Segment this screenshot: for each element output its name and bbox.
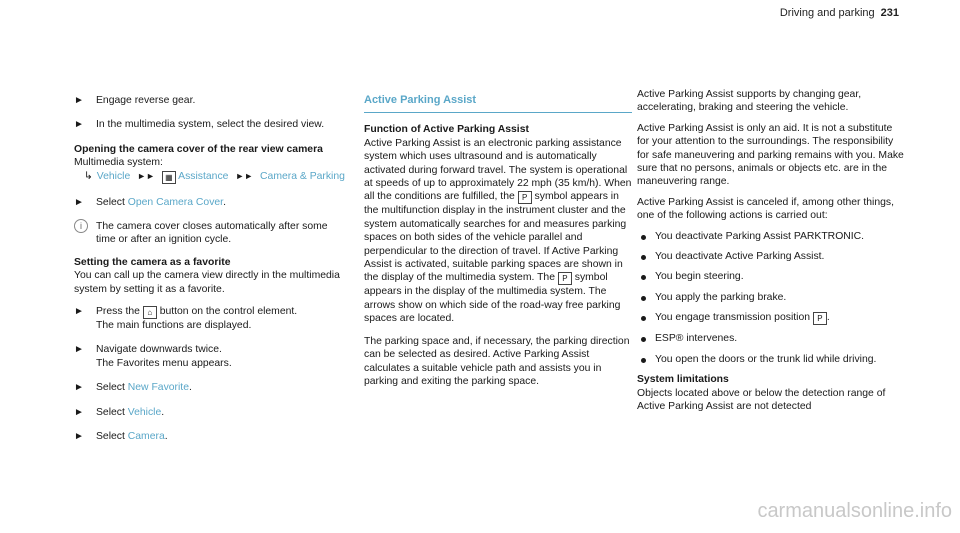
step: ► Engage reverse gear. <box>74 95 196 106</box>
list-item: ESP® intervenes. <box>637 332 905 345</box>
heading-limitations: System limitations <box>637 374 729 386</box>
home-icon: ⌂ <box>143 306 157 319</box>
bullet-icon <box>641 255 646 260</box>
watermark: carmanualsonline.info <box>757 500 952 522</box>
heading-camera-cover: Opening the camera cover of the rear view camera <box>74 143 323 155</box>
open-camera-cover-link[interactable]: Open Camera Cover <box>127 196 224 208</box>
bullet-icon <box>641 296 646 301</box>
park-position-icon: P <box>813 312 827 325</box>
page-header <box>780 7 899 19</box>
list-item: You apply the parking brake. <box>637 291 905 304</box>
vehicle-link[interactable]: Vehicle <box>127 406 162 418</box>
step: ► Press the ⌂ button on the control element. The main functions are displayed. <box>74 306 298 332</box>
step: ► In the multimedia system, select the desired view. <box>74 119 325 131</box>
column-2 <box>364 88 632 397</box>
info-note: i The camera cover closes automatically after some time or after an ignition cycle. <box>74 220 346 247</box>
list-item: You open the doors or the trunk lid while driving. <box>637 353 905 366</box>
path-camera-link[interactable]: Camera & Parking <box>260 170 345 182</box>
step-arrow-icon: ► <box>74 431 84 443</box>
path-assistance-link[interactable]: Assistance <box>178 170 229 182</box>
column-3 <box>637 88 905 422</box>
step: ► Navigate downwards twice. The Favorites menu appears. <box>74 344 232 369</box>
step-arrow-icon: ► <box>74 95 84 106</box>
step-arrow-icon: ► <box>74 406 84 418</box>
bullet-icon <box>641 275 646 280</box>
assistance-car-icon: ▦ <box>162 171 176 184</box>
step-arrow-icon: ► <box>74 344 84 356</box>
step-arrow-icon: ► <box>74 119 84 131</box>
heading-favorite: Setting the camera as a favorite <box>74 256 231 268</box>
step-arrow-icon: ► <box>74 306 84 318</box>
column-1 <box>74 94 346 455</box>
paragraph: You can call up the camera view directly in the multimedia system by setting it as a favorite. <box>74 270 340 295</box>
parking-space-icon: P <box>558 272 572 285</box>
step-arrow-icon: ► <box>74 382 84 394</box>
list-item: You deactivate Active Parking Assist. <box>637 250 905 263</box>
path-hook-icon: ↳ <box>84 170 93 182</box>
paragraph: Active Parking Assist is an electronic parking assistance system which uses ultrasound and is automatically activated during forward travel. The system is operational at speeds of up to approximately 22 mph (35 km/h). When all the conditions are fulfilled, the P symbol appears in the multifunction display in the instrument cluster and the system automatically searches for and measures parking spaces on both sides of the vehicle parallel and perpendicular to the direction of travel. If Active Parking Assist is activated, suitable parking spaces are shown in the display of the multimedia system. The P symbol appears in the display of the multimedia system. The arrows show on which side of the road-way free parking spaces are located. <box>364 137 632 325</box>
path-separator-icon: ►► <box>235 170 254 181</box>
info-icon: i <box>74 219 88 233</box>
section-name: Driving and parking <box>779 7 875 19</box>
new-favorite-link[interactable]: New Favorite <box>127 382 189 394</box>
paragraph: Active Parking Assist is canceled if, among other things, one of the following actions is carried out: <box>637 196 895 222</box>
paragraph: Objects located above or below the detection range of Active Parking Assist are not detected <box>637 387 886 412</box>
section-title: Active Parking Assist <box>364 94 632 113</box>
multimedia-label: Multimedia system: <box>74 157 163 169</box>
step: ► Select Open Camera Cover. <box>74 196 226 208</box>
bullet-icon <box>641 235 646 240</box>
bullet-icon <box>641 358 646 363</box>
path-separator-icon: ►► <box>137 170 155 181</box>
menu-path <box>74 170 346 184</box>
step: ► Select New Favorite. <box>74 382 192 394</box>
path-vehicle-link[interactable]: Vehicle <box>96 170 131 182</box>
step: ► Select Vehicle. <box>74 406 165 418</box>
list-item: You begin steering. <box>637 270 905 283</box>
list-item: You engage transmission position P . <box>637 311 905 325</box>
paragraph: The parking space and, if necessary, the parking direction can be selected as desired. Active Parking Assist calculates a suitable vehicle path and assists you in parking and exiting the parking space. <box>364 335 630 387</box>
cancel-conditions-list <box>637 230 905 366</box>
paragraph: Active Parking Assist is only an aid. It is not a substitute for your attention to the surroundings. The responsibility for safe maneuvering and parking remains with you. Make sure that no persons, animals or objects etc. are in the maneuvering range. <box>637 122 904 188</box>
step: ► Select Camera. <box>74 431 168 443</box>
page-number: 231 <box>880 7 899 19</box>
bullet-icon <box>641 316 646 321</box>
list-item: You deactivate Parking Assist PARKTRONIC. <box>637 230 905 243</box>
bullet-icon <box>641 337 646 342</box>
step-arrow-icon: ► <box>74 196 84 208</box>
parking-assist-icon: P <box>518 191 532 204</box>
paragraph: Active Parking Assist supports by changing gear, accelerating, braking and steering the vehicle. <box>637 89 862 114</box>
heading-function: Function of Active Parking Assist <box>364 124 529 136</box>
camera-link[interactable]: Camera <box>127 431 165 443</box>
